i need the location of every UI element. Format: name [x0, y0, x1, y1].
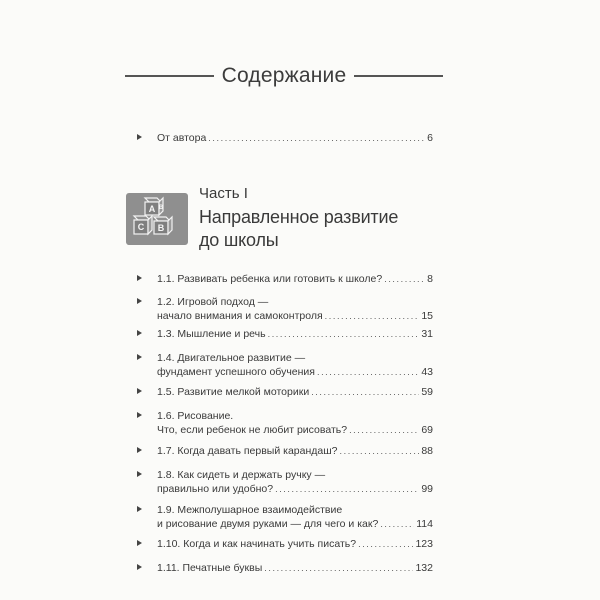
toc-title: Содержание: [221, 64, 347, 87]
dot-leader: [380, 517, 414, 531]
bullet-icon: [137, 354, 142, 360]
part-title-line-1: Направленное развитие: [199, 207, 399, 227]
entry-text: 1.6. Рисование.: [157, 410, 234, 422]
toc-entry[interactable]: [137, 468, 433, 496]
entry-text-cont: правильно или удобно?: [157, 483, 274, 495]
entry-page: 8: [427, 273, 433, 285]
entry-text: 1.8. Как сидеть и держать ручку —: [157, 469, 326, 481]
entry-text: 1.1. Развивать ребенка или готовить к школе?: [157, 273, 383, 285]
dot-leader: [384, 272, 425, 286]
bullet-icon: [137, 564, 142, 570]
toc-entry[interactable]: [137, 385, 433, 399]
part-label: Часть I: [199, 185, 248, 202]
entry-page: 43: [421, 366, 433, 378]
dot-leader: [264, 561, 413, 575]
entry-text: 1.9. Межполушарное взаимодействие: [157, 504, 343, 516]
part-title: [199, 206, 398, 252]
toc-entry[interactable]: [137, 327, 433, 341]
entry-text: 1.2. Игровой подход —: [157, 296, 269, 308]
entry-page: 114: [416, 518, 433, 530]
dot-leader: [325, 309, 420, 323]
entry-page: 88: [421, 445, 433, 457]
entry-page: 132: [415, 562, 433, 574]
bullet-icon: [137, 540, 142, 546]
entry-text-cont: начало внимания и самоконтроля: [157, 310, 323, 322]
entry-text-cont: и рисование двумя руками — для чего и как?: [157, 518, 379, 530]
dot-leader: [208, 131, 425, 145]
toc-entry[interactable]: [137, 295, 433, 323]
bullet-icon: [137, 275, 142, 281]
entry-text: 1.4. Двигательное развитие —: [157, 352, 306, 364]
block-letter-3: С: [137, 222, 145, 232]
entry-page: 69: [421, 424, 433, 436]
toc-heading: [125, 62, 443, 90]
entry-text: От автора: [157, 132, 207, 144]
heading-rule-right: [354, 75, 443, 76]
entry-page: 59: [421, 386, 433, 398]
dot-leader: [317, 365, 419, 379]
bullet-icon: [137, 298, 142, 304]
entry-text: 1.7. Когда давать первый карандаш?: [157, 445, 338, 457]
alphabet-blocks-icon: [126, 193, 188, 245]
bullet-icon: [137, 447, 142, 453]
toc-entry[interactable]: [137, 561, 433, 575]
entry-page: 99: [421, 483, 433, 495]
dot-leader: [275, 482, 419, 496]
block-letter-4: В: [157, 223, 165, 233]
bullet-icon: [137, 388, 142, 394]
entry-text: 1.3. Мышление и речь: [157, 328, 266, 340]
bullet-icon: [137, 506, 142, 512]
dot-leader: [268, 327, 420, 341]
toc-entry[interactable]: [137, 272, 433, 286]
entry-page: 31: [421, 328, 433, 340]
entry-page: 6: [427, 132, 433, 144]
toc-entry[interactable]: [137, 351, 433, 379]
entry-text-cont: фундамент успешного обучения: [157, 366, 315, 378]
entry-text: 1.10. Когда и как начинать учить писать?: [157, 538, 357, 550]
toc-entry[interactable]: [137, 409, 433, 437]
toc-entry-intro[interactable]: [137, 131, 433, 145]
bullet-icon: [137, 330, 142, 336]
entry-text: 1.11. Печатные буквы: [157, 562, 263, 574]
block-letter-2: В: [158, 205, 164, 211]
heading-rule-left: [125, 75, 214, 76]
entry-text-cont: Что, если ребенок не любит рисовать?: [157, 424, 348, 436]
bullet-icon: [137, 134, 142, 140]
dot-leader: [340, 444, 420, 458]
bullet-icon: [137, 412, 142, 418]
toc-entry[interactable]: [137, 444, 433, 458]
dot-leader: [358, 537, 413, 551]
entry-text: 1.5. Развитие мелкой моторики: [157, 386, 310, 398]
entry-page: 15: [421, 310, 433, 322]
block-letter-1: А: [148, 204, 156, 214]
entry-page: 123: [415, 538, 433, 550]
dot-leader: [311, 385, 419, 399]
toc-entry[interactable]: [137, 537, 433, 551]
part-title-line-2: до школы: [199, 230, 279, 250]
bullet-icon: [137, 471, 142, 477]
toc-entry[interactable]: [137, 503, 433, 531]
dot-leader: [349, 423, 419, 437]
